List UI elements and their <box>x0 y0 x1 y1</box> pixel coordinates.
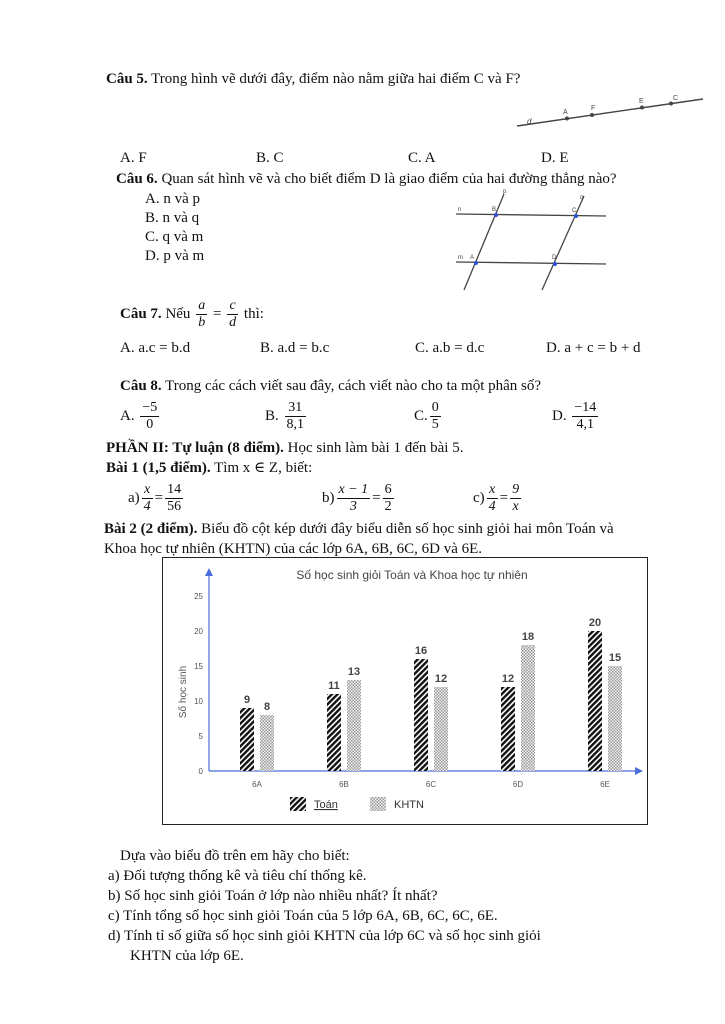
bai1-c-fraction-2: $\frac{9}{x}$ <box>512 482 520 515</box>
q6-line-m-label: m <box>458 255 463 261</box>
data-label: 20 <box>588 617 602 629</box>
point-b <box>494 213 498 217</box>
q7-suffix: thì: <box>243 306 264 322</box>
bai2-label: Bài 2 (2 điểm). <box>104 521 198 537</box>
q6-option-d[interactable]: D. p và m <box>145 248 205 264</box>
point-d <box>553 262 557 266</box>
question-d-line1: d) Tính tỉ số giữa số học sinh giỏi KHTN của lớp 6C và số học sinh giỏi <box>108 928 541 944</box>
bar-6C-toan <box>414 659 428 771</box>
q6-line-n-label: n <box>458 207 462 213</box>
y-axis-label: Số học sinh <box>178 665 189 719</box>
bai1-a-fraction-1: $\frac{x}{4}$ <box>143 482 151 515</box>
q8-option-b-fraction: $\frac{31}{8,1}$ <box>286 400 305 433</box>
point-f <box>590 113 594 117</box>
x-tick-label: 6B <box>339 780 349 789</box>
q6-option-a[interactable]: A. n và p <box>145 191 200 207</box>
bai1-heading <box>106 459 312 477</box>
x-tick-label: 6A <box>252 780 262 789</box>
q7-option-a[interactable]: A. a.c = b.d <box>120 340 191 356</box>
bai1-a: a) $\frac{x}{4}$ = $\frac{14}{56}$ <box>128 482 182 515</box>
point-c <box>669 102 673 106</box>
data-label: 11 <box>328 680 340 692</box>
bai1-b: b) $\frac{x - 1}{3}$ = $\frac{6}{2}$ <box>322 482 392 515</box>
point-c <box>574 214 578 218</box>
bai1-c: c) $\frac{x}{4}$ = $\frac{9}{x}$ <box>473 482 520 515</box>
legend-label-toan: Toán <box>314 799 338 811</box>
q5-point-a-label: A <box>563 109 568 116</box>
q8-label: Câu 8. <box>120 378 162 394</box>
data-label: 13 <box>347 666 361 678</box>
bai2-line2: Khoa học tự nhiên (KHTN) của các lớp 6A, 6B, 6C, 6D và 6E. <box>104 541 483 557</box>
question-b: b) Số học sinh giỏi Toán ở lớp nào nhiều nhất? Ít nhất? <box>108 888 438 904</box>
q5-figure <box>515 94 705 134</box>
y-tick-label: 5 <box>198 732 203 741</box>
q6-point-d-label: D <box>552 255 557 261</box>
line-q <box>542 196 584 290</box>
q7-option-b[interactable]: B. a.d = b.c <box>260 340 330 356</box>
q6-point-a-label: A <box>470 255 475 261</box>
q6-line-q-label: q <box>580 195 584 201</box>
chart-frame <box>163 558 648 825</box>
x-tick-label: 6C <box>425 780 437 789</box>
q5-option-c[interactable]: C. A <box>408 150 436 166</box>
q5-option-d[interactable]: D. E <box>541 150 569 166</box>
bar-6B-khtn <box>347 680 361 771</box>
point-a <box>565 117 569 121</box>
q8-text: Trong các cách viết sau đây, cách viết nào cho ta một phân số? <box>165 378 542 394</box>
bar-6E-khtn <box>608 666 622 771</box>
q6-text: Quan sát hình vẽ và cho biết điểm D là giao điểm của hai đường thẳng nào? <box>161 171 617 187</box>
q8-question <box>120 377 541 395</box>
bai1-text: Tìm x ∈ Z, biết: <box>214 460 313 476</box>
q6-option-c[interactable]: C. q và m <box>145 229 204 245</box>
q8-option-c-fraction: $\frac{0}{5}$ <box>431 400 439 433</box>
bai1-c-fraction-1: $\frac{x}{4}$ <box>488 482 496 515</box>
q6-point-b-label: B <box>492 207 497 213</box>
bai1-b-fraction-1: $\frac{x - 1}{3}$ <box>338 482 369 515</box>
legend-label-khtn: KHTN <box>394 799 424 811</box>
line-m <box>456 262 606 264</box>
y-tick-label: 0 <box>198 767 203 776</box>
q8-option-a[interactable]: A. $\frac{-5}{0}$ <box>120 400 158 433</box>
bar-6D-khtn <box>521 645 535 771</box>
chart-prompt: Dựa vào biểu đồ trên em hãy cho biết: <box>120 848 350 864</box>
x-tick-label: 6D <box>512 780 524 789</box>
q5-question <box>106 70 520 88</box>
q8-option-b[interactable]: B. $\frac{31}{8,1}$ <box>265 400 305 433</box>
data-label: 18 <box>521 631 535 643</box>
q6-label: Câu 6. <box>116 171 158 187</box>
bar-6A-toan <box>240 708 254 771</box>
data-label: 15 <box>608 652 622 664</box>
q5-point-e-label: E <box>639 98 644 105</box>
data-label: 12 <box>434 673 448 685</box>
q7-fraction-2: $\frac{c}{d}$ <box>229 298 237 331</box>
q5-point-f-label: F <box>591 105 596 112</box>
q7-prefix: Nếu <box>165 306 191 322</box>
q5-option-a[interactable]: A. F <box>120 150 147 166</box>
line-p <box>464 194 504 290</box>
bar-6B-toan <box>327 694 341 771</box>
q6-option-b[interactable]: B. n và q <box>145 210 200 226</box>
q7-operator: = <box>212 306 222 322</box>
q7-fraction-1: $\frac{a}{b}$ <box>198 298 206 331</box>
q5-point-c-label: C <box>673 95 679 102</box>
q6-point-c-label: C <box>572 208 577 214</box>
q8-option-a-fraction: $\frac{-5}{0}$ <box>142 400 158 433</box>
q6-question <box>116 170 617 188</box>
line-n <box>456 214 606 216</box>
q5-option-b[interactable]: B. C <box>256 150 284 166</box>
q7-option-c[interactable]: C. a.b = d.c <box>415 340 485 356</box>
q5-label: Câu 5. <box>106 71 148 87</box>
bai1-a-fraction-2: $\frac{14}{56}$ <box>167 482 182 515</box>
bai1-b-fraction-2: $\frac{6}{2}$ <box>384 482 392 515</box>
y-tick-label: 15 <box>194 662 203 671</box>
bar-6E-toan <box>588 631 602 771</box>
q8-option-d[interactable]: D. $\frac{-14}{4,1}$ <box>552 400 597 433</box>
question-c: c) Tính tổng số học sinh giỏi Toán của 5 lớp 6A, 6B, 6C, 6C, 6E. <box>108 908 498 924</box>
chart-title: Số học sinh giỏi Toán và Khoa học tự nhiên <box>296 568 528 582</box>
q6-figure <box>450 188 610 292</box>
data-label: 16 <box>414 645 428 657</box>
question-d-line2: KHTN của lớp 6E. <box>130 948 244 964</box>
data-label: 8 <box>263 701 271 713</box>
q8-option-c[interactable]: C. $\frac{0}{5}$ <box>414 400 439 433</box>
bar-6D-toan <box>501 687 515 771</box>
point-e <box>640 106 644 110</box>
x-tick-label: 6E <box>600 780 610 789</box>
legend-swatch-toan <box>290 797 306 811</box>
line-d <box>517 99 703 126</box>
bar-6C-khtn <box>434 687 448 771</box>
y-tick-label: 25 <box>194 592 203 601</box>
data-label: 9 <box>243 694 251 706</box>
part2-title: PHẦN II: Tự luận (8 điểm). <box>106 440 284 456</box>
part2-heading <box>106 439 463 457</box>
q6-line-p-label: p <box>503 189 507 195</box>
bai2-line1 <box>104 520 614 538</box>
data-label: 12 <box>501 673 515 685</box>
y-tick-label: 20 <box>194 627 203 636</box>
bar-chart <box>162 557 648 825</box>
q8-option-d-fraction: $\frac{-14}{4,1}$ <box>574 400 597 433</box>
legend-swatch-khtn <box>370 797 386 811</box>
q5-text: Trong hình vẽ dưới đây, điểm nào nằm giữa hai điểm C và F? <box>151 71 521 87</box>
part2-text: Học sinh làm bài 1 đến bài 5. <box>287 440 464 456</box>
y-tick-label: 10 <box>194 697 203 706</box>
q7-label: Câu 7. <box>120 306 162 322</box>
q7-option-d[interactable]: D. a + c = b + d <box>546 340 641 356</box>
question-a: a) Đối tượng thống kê và tiêu chí thống kê. <box>108 868 367 884</box>
bar-6A-khtn <box>260 715 274 771</box>
bai1-label: Bài 1 (1,5 điểm). <box>106 460 211 476</box>
q5-line-label: d <box>527 117 532 126</box>
point-a <box>474 261 478 265</box>
bai2-text-1: Biểu đồ cột kép dưới đây biểu diễn số học sinh giỏi hai môn Toán và <box>201 521 614 537</box>
q7-question <box>120 296 264 332</box>
